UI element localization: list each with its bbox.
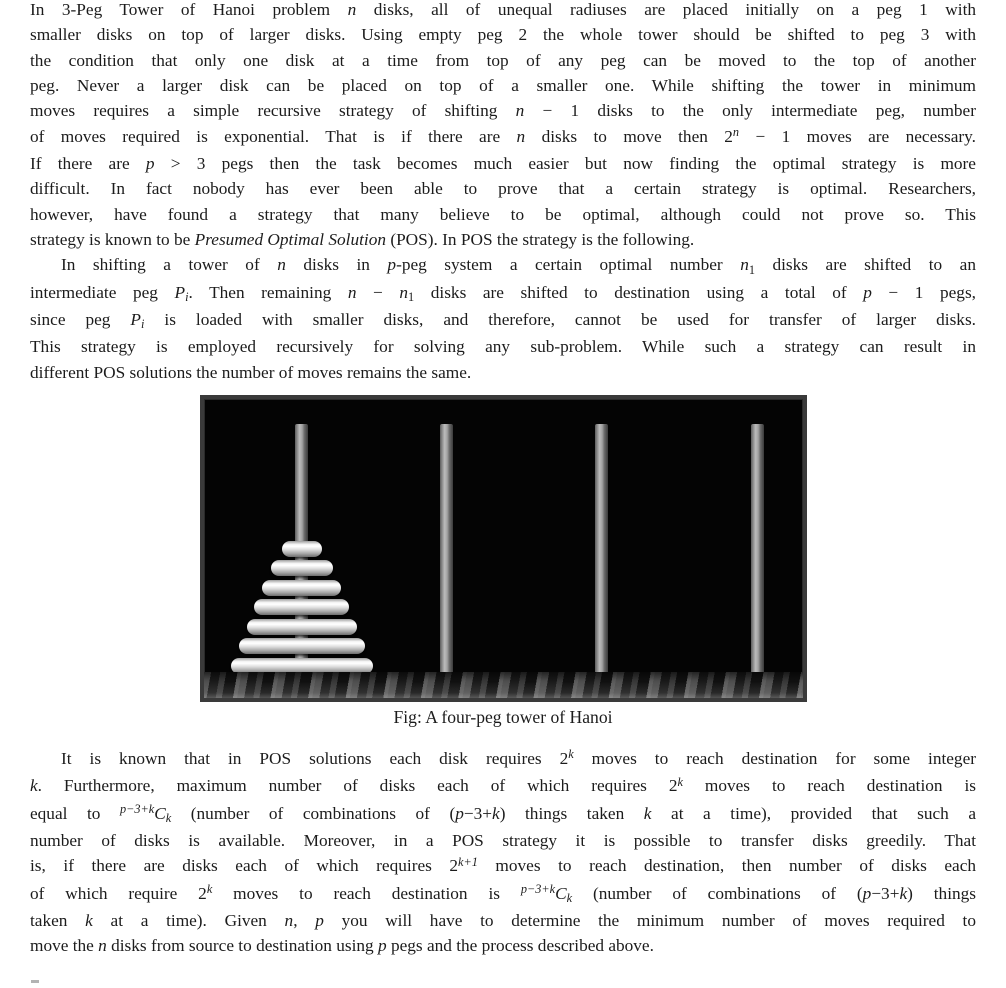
- text-segment: i: [185, 290, 189, 305]
- text-segment: 1: [408, 290, 415, 305]
- text-segment: disks to move then 2: [525, 126, 733, 146]
- text-line: [30, 746, 976, 773]
- text-segment: k: [206, 882, 213, 897]
- problem-description: [30, 0, 976, 385]
- text-line: [30, 853, 976, 880]
- text-segment: p: [455, 803, 464, 823]
- text-segment: -peg system a certain optimal number: [396, 255, 741, 275]
- text-segment: move the: [30, 936, 99, 956]
- text-segment: of which require 2: [30, 883, 207, 903]
- text-line: [30, 252, 976, 279]
- text-segment: C: [154, 803, 166, 823]
- text-segment: p−3+k: [520, 882, 556, 897]
- text-line: [30, 227, 976, 252]
- text-line: [30, 908, 976, 933]
- text-segment: ,: [293, 910, 316, 930]
- text-segment: −3+: [871, 883, 900, 903]
- cutoff-next-section-mark: [31, 980, 39, 983]
- text-segment: at a time). Given: [92, 910, 285, 930]
- text-line: [30, 773, 976, 800]
- text-segment: disks, all of unequal radiuses are placed initially on a peg 1 with: [356, 0, 977, 19]
- text-segment: This strategy is employed recursively for solving any sub-problem. While such a strategy can result in: [30, 337, 976, 357]
- disk-4: [254, 599, 349, 615]
- text-line: [30, 73, 976, 98]
- text-segment: different POS solutions the number of moves remains the same.: [30, 362, 472, 382]
- text-segment: moves requires a simple recursive strategy of shifting: [30, 101, 516, 121]
- text-line: [30, 48, 976, 73]
- text-segment: Presumed Optimal Solution: [194, 229, 386, 249]
- text-segment: strategy is known to be: [30, 229, 195, 249]
- text-line: [30, 0, 976, 22]
- figure-caption: Fig: A four-peg tower of Hanoi: [393, 706, 613, 727]
- text-segment: p: [145, 153, 155, 173]
- text-segment: . Furthermore, maximum number of disks each of which requires 2: [37, 776, 678, 796]
- text-segment: − 1 disks to the only intermediate peg, number: [524, 101, 976, 121]
- text-segment: n: [284, 910, 294, 930]
- text-segment: n: [347, 282, 357, 302]
- disk-2: [271, 560, 333, 576]
- text-segment: n: [515, 101, 525, 121]
- text-segment: −3+: [463, 803, 493, 823]
- text-line: [30, 98, 976, 123]
- text-segment: − 1 moves are necessary.: [739, 126, 976, 146]
- peg-3: [595, 424, 608, 673]
- text-segment: since peg: [30, 309, 131, 329]
- text-segment: 1: [748, 262, 755, 277]
- text-segment: k: [677, 774, 683, 789]
- text-segment: p: [862, 883, 872, 903]
- text-line: [30, 151, 976, 176]
- text-segment: p: [315, 910, 324, 930]
- text-segment: > 3 pegs then the task becomes much easier but now finding the optimal strategy is more: [154, 153, 976, 173]
- text-segment: taken: [30, 910, 86, 930]
- text-segment: n: [98, 936, 107, 956]
- text-segment: disks are shifted to destination using a total of: [414, 282, 864, 302]
- text-line: [30, 202, 976, 227]
- disk-5: [247, 619, 357, 635]
- text-line: [30, 801, 976, 828]
- disk-1: [282, 541, 322, 557]
- text-segment: at a time), provided that such a: [651, 803, 976, 823]
- text-segment: is loaded with smaller disks, and therefore, cannot be used for transfer of larger disks.: [144, 309, 976, 329]
- text-segment: p−3+k: [119, 802, 155, 817]
- text-segment: n: [277, 255, 286, 275]
- text-segment: P: [174, 282, 186, 302]
- text-segment: n: [740, 255, 749, 275]
- text-segment: pegs and the process described above.: [386, 936, 654, 956]
- text-line: [30, 334, 976, 359]
- text-segment: k: [899, 883, 908, 903]
- text-segment: disks in: [285, 255, 388, 275]
- text-segment: disks are shifted to an: [754, 255, 976, 275]
- text-segment: i: [140, 317, 145, 332]
- text-segment: (number of combinations of (: [171, 803, 456, 823]
- text-segment: p: [387, 255, 397, 275]
- text-line: [30, 307, 976, 334]
- hanoi-image: [200, 395, 807, 702]
- text-segment: however, have found a strategy that many believe to be optimal, although could not prove so. This: [30, 204, 976, 224]
- problem-description-continued: [30, 746, 976, 959]
- text-segment: intermediate peg: [30, 282, 175, 302]
- text-segment: k: [165, 811, 172, 826]
- text-segment: equal to: [30, 803, 120, 823]
- text-segment: moves to reach destination, then number of disks each: [477, 856, 977, 876]
- text-line: [30, 22, 976, 47]
- text-segment: It is known that in POS solutions each disk requires 2: [61, 748, 569, 768]
- text-segment: smaller disks on top of larger disks. Using empty peg 2 the whole tower should be shifted to peg 3 with: [30, 25, 976, 45]
- text-segment: k: [85, 910, 93, 930]
- text-segment: In 3-Peg Tower of Hanoi problem: [30, 0, 348, 19]
- text-segment: C: [555, 883, 567, 903]
- text-segment: moves to reach destination is: [682, 776, 976, 796]
- text-segment: n: [347, 0, 357, 19]
- peg-4: [751, 424, 764, 673]
- text-line: [30, 881, 976, 908]
- text-line: [30, 360, 976, 385]
- text-segment: disks from source to destination using: [106, 936, 378, 956]
- text-segment: n: [732, 125, 740, 140]
- text-segment: n: [516, 126, 526, 146]
- text-segment: k: [566, 891, 573, 905]
- text-segment: n: [399, 282, 409, 302]
- text-segment: ) things: [907, 883, 977, 903]
- text-segment: k+1: [458, 854, 478, 869]
- text-segment: of moves required is exponential. That is if there are: [30, 126, 517, 146]
- text-segment: difficult. In fact nobody has ever been able to prove that a certain strategy is optimal. Researchers,: [30, 179, 976, 199]
- disk-3: [262, 580, 341, 596]
- text-segment: (number of combinations of (: [572, 883, 863, 903]
- disk-6: [239, 638, 365, 654]
- text-segment: If there are: [30, 153, 146, 173]
- text-line: [30, 828, 976, 853]
- hanoi-figure: [200, 395, 807, 730]
- text-segment: moves to reach destination is: [212, 883, 521, 903]
- text-segment: you will have to determine the minimum number of moves required to: [323, 910, 976, 930]
- text-line: [30, 176, 976, 201]
- text-segment: moves to reach destination for some integer: [573, 748, 977, 768]
- text-segment: p: [378, 936, 387, 956]
- floor: [204, 672, 803, 698]
- text-segment: In shifting a tower of: [61, 255, 278, 275]
- text-segment: is, if there are disks each of which requires 2: [30, 856, 459, 876]
- text-line: [30, 280, 976, 307]
- text-segment: peg. Never a larger disk can be placed on top of a smaller one. While shifting the tower in minimum: [30, 75, 976, 95]
- text-segment: k: [30, 776, 38, 796]
- text-segment: k: [568, 747, 574, 762]
- text-segment: p: [863, 282, 872, 302]
- text-line: [30, 933, 976, 958]
- text-line: [30, 124, 976, 151]
- text-segment: number of disks is available. Moreover, in a POS strategy it is possible to transfer disks greedily. That: [30, 830, 976, 850]
- text-segment: ) things taken: [499, 803, 644, 823]
- text-segment: P: [130, 309, 141, 329]
- peg-2: [440, 424, 453, 673]
- text-segment: k: [492, 803, 500, 823]
- text-segment: k: [643, 803, 652, 823]
- text-segment: . Then remaining: [188, 282, 348, 302]
- text-segment: (POS). In POS the strategy is the following.: [386, 229, 695, 249]
- text-segment: − 1 pegs,: [871, 282, 976, 302]
- text-segment: the condition that only one disk at a time from top of any peg can be moved to the top of another: [30, 50, 976, 70]
- text-segment: −: [356, 282, 400, 302]
